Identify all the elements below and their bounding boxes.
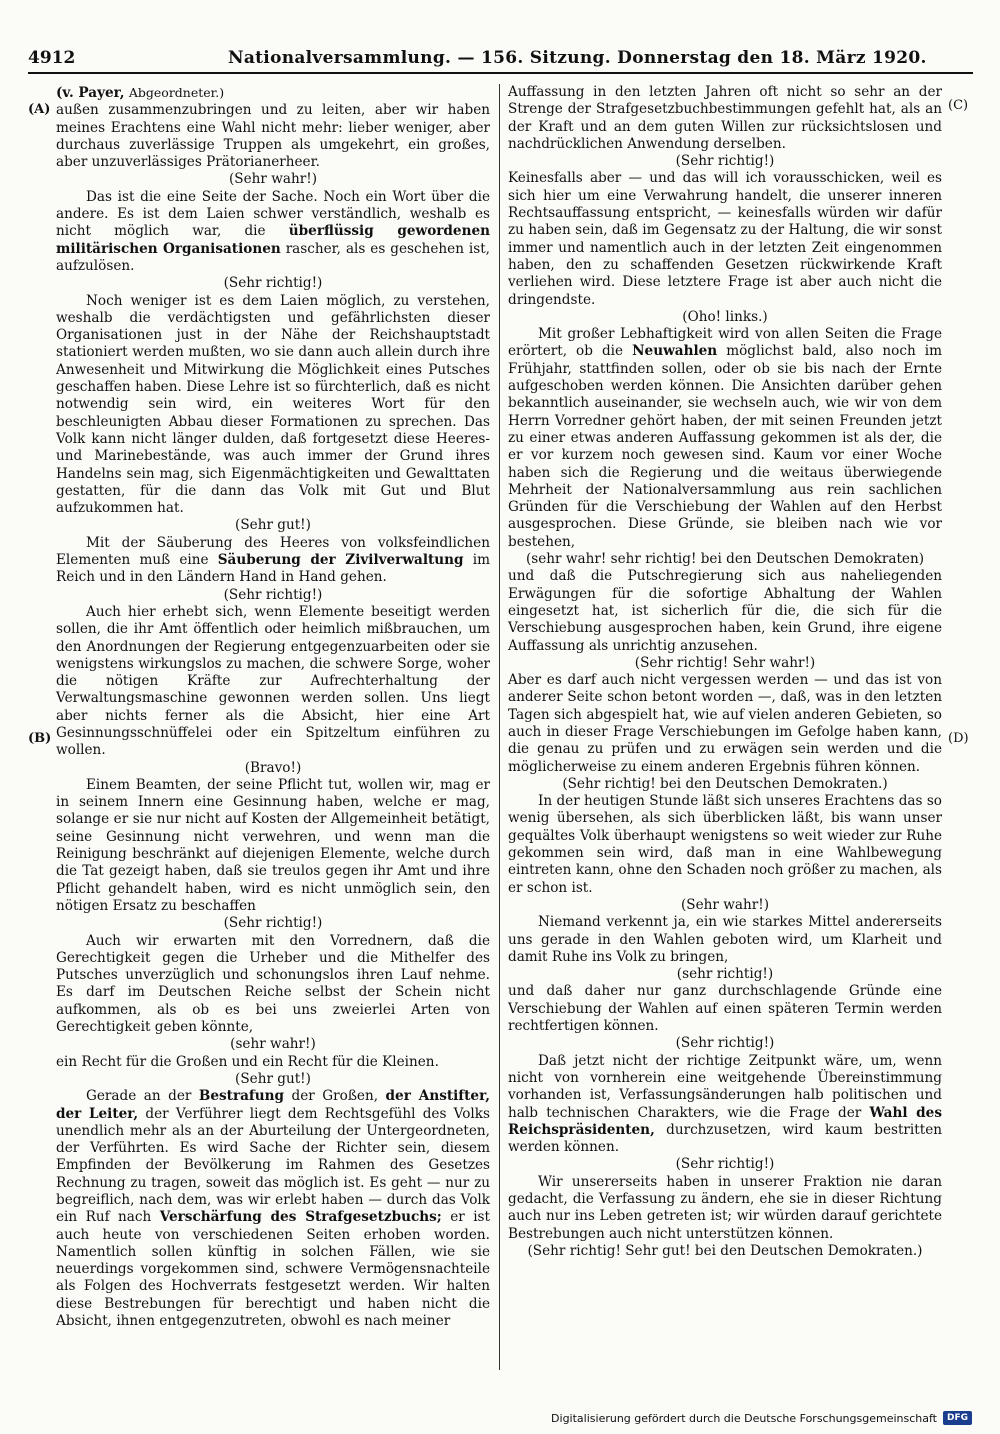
dfg-logo: DFG bbox=[943, 1411, 972, 1425]
paragraph: außen zusammenzubringen und zu leiten, aber wir haben meines Erachtens eine Wahl nicht mehr: lieber weniger, aber durchaus zuverlässige Truppen als umgekehrt, ein großes, aber unzuverlässiges Prätorianerheer. bbox=[56, 102, 490, 171]
right-column bbox=[508, 84, 942, 1260]
interjection: (Sehr gut!) bbox=[235, 1070, 311, 1087]
page-number: 4912 bbox=[28, 48, 76, 68]
interjection: (Bravo!) bbox=[244, 759, 302, 776]
margin-marker-d: (D) bbox=[948, 731, 969, 746]
text-run: durchzusetzen, wird kaum bestritten werden können. bbox=[508, 1121, 942, 1156]
emphasis: Verschärfung des Strafgesetzbuchs; bbox=[159, 1209, 442, 1226]
speaker-line bbox=[56, 84, 490, 102]
interjection: (Sehr richtig! Sehr wahr!) bbox=[634, 654, 816, 671]
text-run: rascher, als es geschehen ist, aufzulösen. bbox=[56, 240, 491, 274]
margin-marker-c: (C) bbox=[948, 98, 969, 113]
paragraph: Auch wir erwarten mit den Vorrednern, daß die Gerechtigkeit gegen die Urheber und die Mithelfer des Putsches unverzüglich und schonungslos ihren Lauf nehme. Es darf im Deutschen Reiche selbst der Schein nicht aufkommen, als ob es bei uns zweierlei Arten von Gerechtigkeit geben könnte, bbox=[56, 932, 490, 1036]
left-column bbox=[56, 84, 490, 1330]
interjection: (Oho! links.) bbox=[682, 308, 768, 325]
interjection: (Sehr richtig! Sehr gut! bei den Deutschen Demokraten.) bbox=[527, 1242, 923, 1259]
footer bbox=[551, 1411, 972, 1425]
paragraph: Einem Beamten, der seine Pflicht tut, wollen wir, mag er in seinem Innern eine Gesinnung haben, welche er mag, solange er sie nur nicht auf Kosten der Allgemeinheit betätigt, seine Gesinnung nicht verwehren, und wenn man die Reinigung beschränkt auf diejenigen Elemente, welche durch die Tat gezeigt haben, daß sie treulos gegen ihr Amt und ihre Pflicht gehandelt haben, wird es nicht unmöglich sein, den nötigen Ersatz zu beschaffen bbox=[56, 776, 490, 914]
interjection: (Sehr wahr!) bbox=[681, 896, 769, 913]
paragraph: Noch weniger ist es dem Laien möglich, zu verstehen, weshalb die verdächtigsten und gefährlichsten dieser Organisationen just in der Nähe der Reichshauptstadt stationiert werden mußten, wo sie dann auch allein durch ihre Anwesenheit und Mitwirkung die Möglichkeit eines Putsches geschaffen haben. Diese Lehre ist so fürchterlich, daß es nicht notwendig sein wird, ein weiteres Wort für den beschleunigten Abbau dieser Formationen zu sprechen. Das Volk kann nicht länger dulden, daß fortgesetzt diese Heeres- und Marinebestände, was auch immer der Grund ihres Handelns sein mag, sich Eigenmächtigkeiten und Gewalttaten gestatten, für die dann das Volk mit Gut und Blut aufzukommen hat. bbox=[56, 292, 490, 517]
text-run: Das ist die eine Seite der Sache. Noch ein Wort über die andere. Es ist dem Laien schwer verständlich, weshalb es nicht möglich war, die bbox=[56, 188, 490, 240]
text-run: möglichst bald, also noch im Frühjahr, stattfinden sollen, oder ob sie bis nach der Ernte aufgeschoben werden können. Die Ansichten darüber gehen bekanntlich auseinander, sie wechseln auch, wie wir von dem Herrn Vorredner gehört haben, der mit seinen Freunden jetzt zu einer etwas anderen Auffassung gekommen ist als der, die er vor kurzem noch gewesen sind. Kaum vor einer Woche haben sich die Regierung und die weitaus überwiegende Mehrheit der Nationalversammlung aus rein sachlichen Gründen für die Verschiebung der Wahlen auf den Herbst ausgesprochen. Diese Gründe, sie bleiben nach wie vor bestehen, bbox=[508, 343, 942, 550]
interjection: (sehr richtig!) bbox=[676, 966, 774, 983]
interjection: (Sehr richtig!) bbox=[675, 153, 775, 170]
paragraph bbox=[56, 189, 490, 275]
text-run: Gerade an der bbox=[86, 1088, 199, 1105]
paragraph: Auch hier erhebt sich, wenn Elemente beseitigt werden sollen, die ihr Amt öffentlich oder heimlich mißbrauchen, um den Anordnungen der Regierung entgegenzuarbeiten oder sie wenigstens wirkungslos zu machen, die schwere Sorge, woher die nötigen Kräfte zur Aufrechterhaltung der Verwaltungsmaschine gewonnen werden sollen. Uns liegt aber nichts ferner als die Absicht, hier eine Art Gesinnungsschnüffelei oder ein Spitzeltum einführen zu wollen. bbox=[56, 603, 490, 759]
emphasis: Säuberung der Zivilverwaltung bbox=[217, 552, 464, 569]
text-run: der Großen, bbox=[284, 1088, 386, 1105]
footer-text: Digitalisierung gefördert durch die Deutsche Forschungsgemeinschaft bbox=[551, 1411, 937, 1425]
column-divider bbox=[499, 84, 500, 1370]
paragraph: In der heutigen Stunde läßt sich unseres Erachtens das so wenig übersehen, als sich überblicken läßt, bis wann unser gequältes Volk überhaupt wenigstens so weit wieder zur Ruhe gekommen sein wird, daß man in eine Wahlbewegung eintreten kann, ohne den Schaden noch größer zu machen, als er schon ist. bbox=[508, 793, 942, 896]
left-column-body bbox=[56, 102, 490, 1330]
paragraph: und daß die Putschregierung sich aus naheliegenden Erwägungen für die sofortige Abhaltung der Wahlen eingesetzt hat, ist sicherlich für die, die sich für die Verschiebung ausgesprochen haben, kein Grund, ihre eigene Auffassung als unrichtig anzusehen. bbox=[508, 568, 942, 654]
emphasis: Bestrafung bbox=[198, 1088, 285, 1105]
interjection: (sehr wahr!) bbox=[230, 1036, 316, 1053]
paragraph: Keinesfalls aber — und das will ich vorausschicken, weil es sich hier um eine Verwahrung handelt, die unserer inneren Rechtsauffassung entspricht, — keinesfalls würden wir dafür zu haben sein, daß im Gegensatz zu der Haltung, die wir sonst immer und namentlich auch in der letzten Zeit eingenommen haben, den zu schaffenden Gesetzen rückwirkende Kraft verliehen wird. Diese letztere Frage ist aber auch nicht die dringendste. bbox=[508, 170, 942, 308]
paragraph: Niemand verkennt ja, ein wie starkes Mittel andererseits uns gerade in den Wahlen geboten wird, um Klarheit und damit Ruhe ins Volk zu bringen, bbox=[508, 914, 942, 965]
emphasis: überflüssig gewordenen militärischen Organisationen bbox=[56, 223, 490, 257]
paragraph bbox=[56, 1088, 490, 1330]
text-run: Mit der Säuberung des Heeres von volksfeindlichen Elementen muß eine bbox=[56, 534, 490, 569]
right-column-body bbox=[508, 84, 942, 1260]
interjection: (Sehr richtig!) bbox=[223, 915, 323, 932]
speaker-role: Abgeordneter.) bbox=[128, 85, 225, 100]
paragraph bbox=[508, 1053, 942, 1157]
interjection: (sehr wahr! sehr richtig! bei den Deutschen Demokraten) bbox=[525, 551, 925, 568]
emphasis: Wahl des Reichspräsidenten, bbox=[508, 1104, 942, 1138]
speaker-name: (v. Payer, bbox=[56, 85, 125, 101]
interjection: (Sehr gut!) bbox=[235, 517, 311, 534]
text-run: er ist auch heute von verschiedenen Seiten erhoben worden. Namentlich sollen künftig in solchen Fällen, wie sie neuerdings vorgekommen sind, schwere Vermögensnachteile als Folgen des Hochverrats festgesetzt werden. Wir halten diese Bestrebungen für berechtigt und haben nicht die Absicht, ihnen entgegenzutreten, obwohl es nach meiner bbox=[56, 1209, 490, 1330]
text-run: der Verführer liegt dem Rechtsgefühl des Volks unendlich mehr als an der Aburteilung der Untergeordneten, der Verführten. Es wird Sache der Richter sein, diesem Empfinden der Bevölkerung im Rahmen des Gesetzes Rechnung zu tragen, soweit das möglich ist. Es geht — nur zu begreiflich, nach dem, was wir erlebt haben — durch das Volk ein Ruf nach bbox=[56, 1105, 490, 1226]
paragraph bbox=[56, 535, 490, 587]
interjection: (Sehr richtig!) bbox=[675, 1156, 775, 1173]
paragraph bbox=[508, 326, 942, 551]
interjection: (Sehr wahr!) bbox=[229, 171, 317, 188]
margin-marker-b: (B) bbox=[28, 731, 52, 746]
interjection: (Sehr richtig!) bbox=[223, 275, 323, 292]
text-run: im Reich und in den Ländern Hand in Hand gehen. bbox=[56, 552, 490, 586]
text-run: Daß jetzt nicht der richtige Zeitpunkt wäre, um, wenn nicht von vornherein eine weitgehende Übereinstimmung vorhanden ist, Verfassungsänderungen halb politischen und halb technischen Charakters, wie die Frage der bbox=[508, 1052, 942, 1121]
paragraph: Wir unsererseits haben in unserer Fraktion nie daran gedacht, die Verfassung zu ändern, ehe sie in dieser Richtung auch nur ins Leben getreten ist; wir würden darauf gerichtete Bestrebungen auch nicht unterstützen können. bbox=[508, 1173, 942, 1242]
paragraph: Aber es darf auch nicht vergessen werden — und das ist von anderer Seite schon betont worden —, daß, was in den letzten Tagen sich abgespielt hat, wie auf vielen anderen Gebieten, so auch in dieser Frage Verschiebungen im Gefolge haben kann, die genau zu prüfen und zu erwägen sein werden und die möglicherweise zu einem anderen Ergebnis führen können. bbox=[508, 672, 942, 775]
interjection: (Sehr richtig! bei den Deutschen Demokraten.) bbox=[562, 775, 888, 792]
interjection: (Sehr richtig!) bbox=[223, 586, 323, 603]
interjection: (Sehr richtig!) bbox=[675, 1035, 775, 1052]
paragraph: ein Recht für die Großen und ein Recht für die Kleinen. bbox=[56, 1053, 439, 1070]
emphasis: Neuwahlen bbox=[632, 343, 718, 360]
page-header bbox=[28, 46, 973, 74]
paragraph: Auffassung in den letzten Jahren oft nicht so sehr an der Strenge der Strafgesetzbuchbestimmungen gefehlt hat, als an der Kraft und an dem guten Willen zur rücksichtslosen und nachdrücklichen Anwendung derselben. bbox=[508, 84, 942, 152]
text-run: Mit großer Lebhaftigkeit wird von allen Seiten die Frage erörtert, ob die bbox=[508, 326, 942, 360]
running-title: Nationalversammlung. — 156. Sitzung. Donnerstag den 18. März 1920. bbox=[228, 48, 927, 68]
emphasis: der Anstifter, der Leiter, bbox=[56, 1088, 490, 1122]
margin-marker-a: (A) bbox=[28, 102, 51, 117]
paragraph: und daß daher nur ganz durchschlagende Gründe eine Verschiebung der Wahlen auf einen späteren Termin werden rechtfertigen können. bbox=[508, 983, 942, 1035]
